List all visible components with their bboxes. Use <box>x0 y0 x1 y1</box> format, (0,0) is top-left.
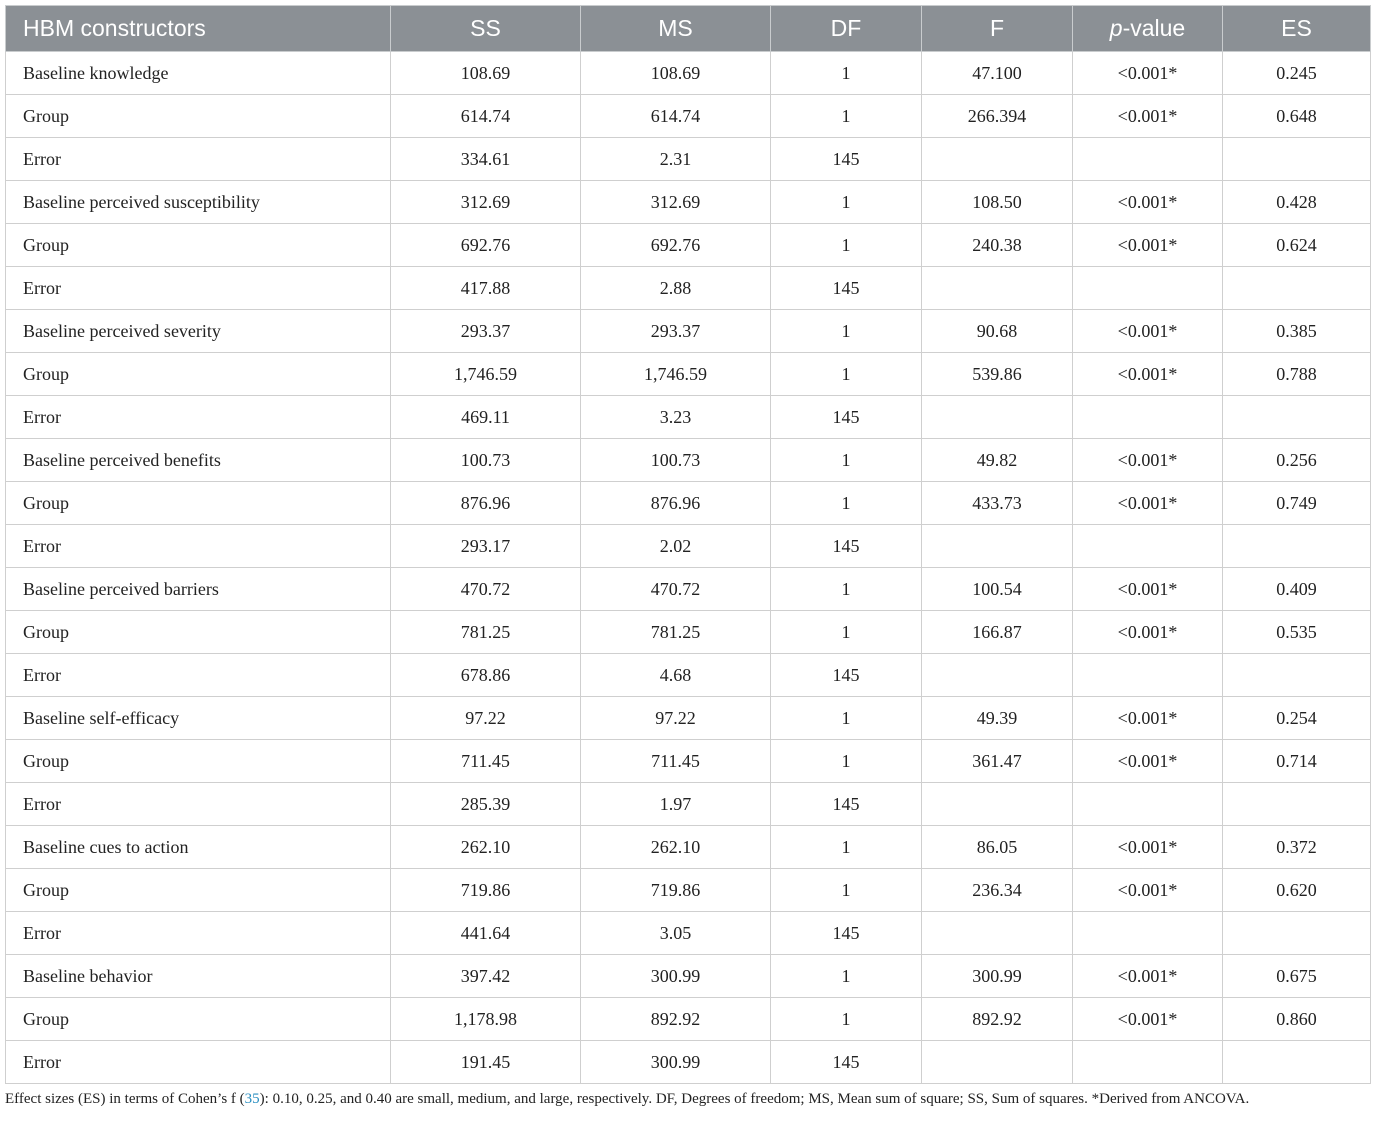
table-row <box>6 482 1371 525</box>
ss-cell: 469.11 <box>391 396 581 439</box>
f-cell: 49.82 <box>922 439 1073 482</box>
ss-cell: 719.86 <box>391 869 581 912</box>
row-label: Group <box>6 998 391 1041</box>
table-row <box>6 310 1371 353</box>
table-header <box>6 6 1371 52</box>
ss-cell: 1,746.59 <box>391 353 581 396</box>
ss-cell: 397.42 <box>391 955 581 998</box>
es-cell: 0.788 <box>1223 353 1371 396</box>
p-value-cell: <0.001* <box>1073 224 1223 267</box>
df-cell: 1 <box>771 568 922 611</box>
header-df: DF <box>771 6 922 52</box>
f-cell <box>922 138 1073 181</box>
es-cell <box>1223 267 1371 310</box>
df-cell: 1 <box>771 310 922 353</box>
ss-cell: 678.86 <box>391 654 581 697</box>
es-cell: 0.428 <box>1223 181 1371 224</box>
table-row <box>6 912 1371 955</box>
row-label: Group <box>6 95 391 138</box>
row-label: Error <box>6 783 391 826</box>
f-cell: 100.54 <box>922 568 1073 611</box>
p-value-cell: <0.001* <box>1073 95 1223 138</box>
row-label: Group <box>6 869 391 912</box>
ms-cell: 293.37 <box>581 310 771 353</box>
p-value-cell <box>1073 525 1223 568</box>
p-value-cell <box>1073 396 1223 439</box>
footnote-text-start: Effect sizes (ES) in terms of Cohen’s f ( <box>5 1091 245 1107</box>
f-cell: 266.394 <box>922 95 1073 138</box>
df-cell: 145 <box>771 396 922 439</box>
es-cell: 0.409 <box>1223 568 1371 611</box>
table-row <box>6 697 1371 740</box>
ss-cell: 1,178.98 <box>391 998 581 1041</box>
df-cell: 1 <box>771 181 922 224</box>
row-label: Group <box>6 353 391 396</box>
table-row <box>6 138 1371 181</box>
p-value-cell: <0.001* <box>1073 310 1223 353</box>
header-f: F <box>922 6 1073 52</box>
ss-cell: 285.39 <box>391 783 581 826</box>
table-row <box>6 568 1371 611</box>
header-hbm-constructors: HBM constructors <box>6 6 391 52</box>
p-value-cell: <0.001* <box>1073 482 1223 525</box>
f-cell: 361.47 <box>922 740 1073 783</box>
df-cell: 1 <box>771 955 922 998</box>
p-value-cell: <0.001* <box>1073 697 1223 740</box>
df-cell: 145 <box>771 654 922 697</box>
f-cell: 240.38 <box>922 224 1073 267</box>
row-label: Baseline cues to action <box>6 826 391 869</box>
df-cell: 145 <box>771 1041 922 1084</box>
row-label: Group <box>6 611 391 654</box>
df-cell: 1 <box>771 52 922 95</box>
table-row <box>6 740 1371 783</box>
ss-cell: 334.61 <box>391 138 581 181</box>
df-cell: 145 <box>771 138 922 181</box>
ss-cell: 191.45 <box>391 1041 581 1084</box>
ss-cell: 441.64 <box>391 912 581 955</box>
ms-cell: 2.31 <box>581 138 771 181</box>
table-row <box>6 1041 1371 1084</box>
table-row <box>6 955 1371 998</box>
ms-cell: 470.72 <box>581 568 771 611</box>
es-cell: 0.385 <box>1223 310 1371 353</box>
table-row <box>6 396 1371 439</box>
ms-cell: 892.92 <box>581 998 771 1041</box>
ms-cell: 2.02 <box>581 525 771 568</box>
ss-cell: 417.88 <box>391 267 581 310</box>
row-label: Error <box>6 654 391 697</box>
df-cell: 145 <box>771 783 922 826</box>
table-row <box>6 224 1371 267</box>
f-cell <box>922 654 1073 697</box>
row-label: Baseline perceived benefits <box>6 439 391 482</box>
p-value-cell: <0.001* <box>1073 998 1223 1041</box>
f-cell: 433.73 <box>922 482 1073 525</box>
es-cell <box>1223 396 1371 439</box>
row-label: Baseline knowledge <box>6 52 391 95</box>
df-cell: 1 <box>771 439 922 482</box>
p-value-cell: <0.001* <box>1073 826 1223 869</box>
table-row <box>6 95 1371 138</box>
p-value-cell: <0.001* <box>1073 439 1223 482</box>
ms-cell: 781.25 <box>581 611 771 654</box>
ss-cell: 100.73 <box>391 439 581 482</box>
row-label: Error <box>6 267 391 310</box>
p-value-cell <box>1073 912 1223 955</box>
ss-cell: 97.22 <box>391 697 581 740</box>
f-cell: 892.92 <box>922 998 1073 1041</box>
es-cell: 0.714 <box>1223 740 1371 783</box>
row-label: Baseline self-efficacy <box>6 697 391 740</box>
df-cell: 1 <box>771 998 922 1041</box>
df-cell: 1 <box>771 869 922 912</box>
table-row <box>6 439 1371 482</box>
table-row <box>6 654 1371 697</box>
es-cell: 0.749 <box>1223 482 1371 525</box>
ss-cell: 312.69 <box>391 181 581 224</box>
f-cell: 236.34 <box>922 869 1073 912</box>
f-cell <box>922 267 1073 310</box>
es-cell <box>1223 783 1371 826</box>
f-cell: 90.68 <box>922 310 1073 353</box>
ms-cell: 3.23 <box>581 396 771 439</box>
header-p-rest: -value <box>1122 15 1186 41</box>
row-label: Group <box>6 740 391 783</box>
p-value-cell: <0.001* <box>1073 869 1223 912</box>
df-cell: 145 <box>771 525 922 568</box>
df-cell: 1 <box>771 353 922 396</box>
df-cell: 145 <box>771 912 922 955</box>
df-cell: 1 <box>771 482 922 525</box>
header-ss: SS <box>391 6 581 52</box>
es-cell: 0.372 <box>1223 826 1371 869</box>
ms-cell: 692.76 <box>581 224 771 267</box>
p-value-cell <box>1073 138 1223 181</box>
ms-cell: 711.45 <box>581 740 771 783</box>
f-cell: 166.87 <box>922 611 1073 654</box>
es-cell: 0.860 <box>1223 998 1371 1041</box>
row-label: Error <box>6 1041 391 1084</box>
p-value-cell: <0.001* <box>1073 955 1223 998</box>
es-cell <box>1223 912 1371 955</box>
table-row <box>6 783 1371 826</box>
f-cell: 300.99 <box>922 955 1073 998</box>
ms-cell: 300.99 <box>581 955 771 998</box>
df-cell: 1 <box>771 224 922 267</box>
ss-cell: 470.72 <box>391 568 581 611</box>
header-ms: MS <box>581 6 771 52</box>
footnote-text-end: ): 0.10, 0.25, and 0.40 are small, medium, and large, respectively. DF, Degrees of freedom; MS, Mean sum of square; SS, Sum of squares. *Derived from ANCOVA. <box>259 1091 1250 1107</box>
row-label: Baseline behavior <box>6 955 391 998</box>
es-cell <box>1223 138 1371 181</box>
es-cell: 0.256 <box>1223 439 1371 482</box>
df-cell: 1 <box>771 826 922 869</box>
f-cell: 539.86 <box>922 353 1073 396</box>
p-value-cell: <0.001* <box>1073 181 1223 224</box>
es-cell: 0.254 <box>1223 697 1371 740</box>
p-value-cell: <0.001* <box>1073 568 1223 611</box>
ms-cell: 719.86 <box>581 869 771 912</box>
f-cell <box>922 912 1073 955</box>
es-cell: 0.245 <box>1223 52 1371 95</box>
ancova-results-table <box>5 5 1371 1084</box>
df-cell: 1 <box>771 697 922 740</box>
p-value-cell: <0.001* <box>1073 52 1223 95</box>
ancova-results-table-container <box>5 5 1370 1084</box>
f-cell: 108.50 <box>922 181 1073 224</box>
p-value-cell: <0.001* <box>1073 353 1223 396</box>
df-cell: 1 <box>771 611 922 654</box>
ms-cell: 1,746.59 <box>581 353 771 396</box>
table-row <box>6 181 1371 224</box>
es-cell: 0.675 <box>1223 955 1371 998</box>
table-row <box>6 611 1371 654</box>
header-row <box>6 6 1371 52</box>
p-value-cell <box>1073 267 1223 310</box>
header-p-value <box>1073 6 1223 52</box>
ms-cell: 4.68 <box>581 654 771 697</box>
table-row <box>6 525 1371 568</box>
row-label: Group <box>6 482 391 525</box>
ss-cell: 614.74 <box>391 95 581 138</box>
row-label: Baseline perceived severity <box>6 310 391 353</box>
row-label: Error <box>6 525 391 568</box>
f-cell <box>922 783 1073 826</box>
ms-cell: 262.10 <box>581 826 771 869</box>
header-p-italic: p <box>1109 15 1123 41</box>
f-cell: 49.39 <box>922 697 1073 740</box>
row-label: Error <box>6 396 391 439</box>
ss-cell: 293.17 <box>391 525 581 568</box>
es-cell <box>1223 1041 1371 1084</box>
ss-cell: 781.25 <box>391 611 581 654</box>
table-row <box>6 267 1371 310</box>
df-cell: 145 <box>771 267 922 310</box>
p-value-cell <box>1073 783 1223 826</box>
f-cell: 47.100 <box>922 52 1073 95</box>
p-value-cell <box>1073 654 1223 697</box>
es-cell: 0.624 <box>1223 224 1371 267</box>
ms-cell: 108.69 <box>581 52 771 95</box>
table-footnote <box>5 1088 1370 1110</box>
ss-cell: 711.45 <box>391 740 581 783</box>
citation-link[interactable]: 35 <box>244 1091 260 1107</box>
table-body <box>6 52 1371 1084</box>
f-cell <box>922 1041 1073 1084</box>
ms-cell: 3.05 <box>581 912 771 955</box>
df-cell: 1 <box>771 740 922 783</box>
table-row <box>6 826 1371 869</box>
es-cell: 0.535 <box>1223 611 1371 654</box>
table-row <box>6 52 1371 95</box>
f-cell: 86.05 <box>922 826 1073 869</box>
ms-cell: 876.96 <box>581 482 771 525</box>
header-es: ES <box>1223 6 1371 52</box>
row-label: Baseline perceived susceptibility <box>6 181 391 224</box>
es-cell <box>1223 525 1371 568</box>
ms-cell: 300.99 <box>581 1041 771 1084</box>
ms-cell: 1.97 <box>581 783 771 826</box>
ms-cell: 614.74 <box>581 95 771 138</box>
table-row <box>6 869 1371 912</box>
row-label: Error <box>6 138 391 181</box>
ss-cell: 262.10 <box>391 826 581 869</box>
ms-cell: 2.88 <box>581 267 771 310</box>
table-row <box>6 998 1371 1041</box>
f-cell <box>922 396 1073 439</box>
row-label: Group <box>6 224 391 267</box>
f-cell <box>922 525 1073 568</box>
es-cell: 0.620 <box>1223 869 1371 912</box>
ss-cell: 293.37 <box>391 310 581 353</box>
row-label: Baseline perceived barriers <box>6 568 391 611</box>
ss-cell: 692.76 <box>391 224 581 267</box>
df-cell: 1 <box>771 95 922 138</box>
p-value-cell: <0.001* <box>1073 611 1223 654</box>
p-value-cell: <0.001* <box>1073 740 1223 783</box>
ms-cell: 312.69 <box>581 181 771 224</box>
ms-cell: 100.73 <box>581 439 771 482</box>
p-value-cell <box>1073 1041 1223 1084</box>
table-row <box>6 353 1371 396</box>
ms-cell: 97.22 <box>581 697 771 740</box>
row-label: Error <box>6 912 391 955</box>
es-cell: 0.648 <box>1223 95 1371 138</box>
ss-cell: 876.96 <box>391 482 581 525</box>
ss-cell: 108.69 <box>391 52 581 95</box>
es-cell <box>1223 654 1371 697</box>
